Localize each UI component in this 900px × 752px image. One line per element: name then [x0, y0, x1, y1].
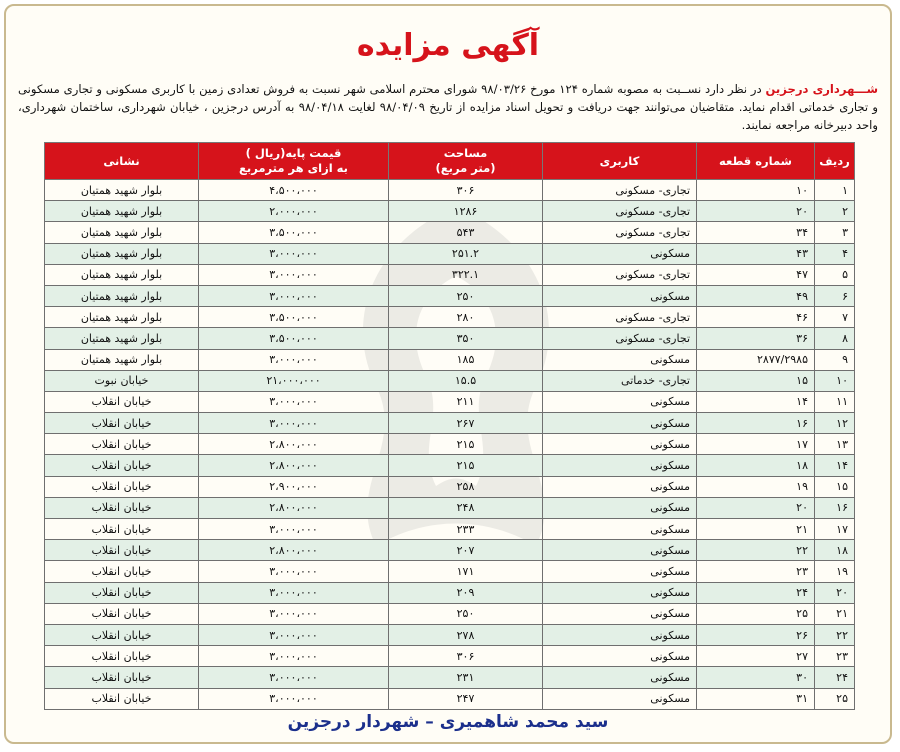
cell-lot-number: ۳۰ [697, 667, 815, 688]
cell-base-price: ۳،۵۰۰،۰۰۰ [199, 307, 389, 328]
cell-row-number: ۱۳ [815, 434, 855, 455]
header-price-line1: قیمت پایه(ریال ) [245, 146, 342, 160]
cell-address: خیابان انقلاب [45, 624, 199, 645]
cell-area: ۱۵.۵ [389, 370, 543, 391]
cell-land-use: مسکونی [543, 391, 697, 412]
cell-land-use: تجاری- مسکونی [543, 264, 697, 285]
cell-row-number: ۱۶ [815, 497, 855, 518]
cell-lot-number: ۴۳ [697, 243, 815, 264]
cell-lot-number: ۲۸۷۷/۲۹۸۵ [697, 349, 815, 370]
cell-area: ۲۵۱.۲ [389, 243, 543, 264]
cell-area: ۱۸۵ [389, 349, 543, 370]
table-row [45, 624, 855, 645]
notice-frame [4, 4, 892, 744]
cell-land-use: مسکونی [543, 540, 697, 561]
table-row [45, 582, 855, 603]
table-row [45, 476, 855, 497]
table-row [45, 391, 855, 412]
table-row [45, 561, 855, 582]
cell-row-number: ۲۵ [815, 688, 855, 709]
cell-base-price: ۳،۰۰۰،۰۰۰ [199, 646, 389, 667]
header-address: نشانی [45, 143, 199, 180]
cell-base-price: ۴،۵۰۰،۰۰۰ [199, 180, 389, 201]
cell-address: خیابان نبوت [45, 370, 199, 391]
cell-base-price: ۳،۰۰۰،۰۰۰ [199, 624, 389, 645]
cell-row-number: ۱۲ [815, 413, 855, 434]
cell-area: ۲۶۷ [389, 413, 543, 434]
cell-lot-number: ۱۹ [697, 476, 815, 497]
cell-lot-number: ۲۰ [697, 497, 815, 518]
cell-land-use: مسکونی [543, 561, 697, 582]
cell-row-number: ۴ [815, 243, 855, 264]
table-row [45, 243, 855, 264]
header-area-line2: (متر مربع) [435, 161, 496, 175]
table-row [45, 201, 855, 222]
cell-base-price: ۳،۰۰۰،۰۰۰ [199, 349, 389, 370]
table-row [45, 285, 855, 306]
cell-area: ۲۵۸ [389, 476, 543, 497]
cell-base-price: ۲۱،۰۰۰،۰۰۰ [199, 370, 389, 391]
cell-base-price: ۳،۰۰۰،۰۰۰ [199, 561, 389, 582]
cell-lot-number: ۲۷ [697, 646, 815, 667]
cell-row-number: ۸ [815, 328, 855, 349]
cell-lot-number: ۲۳ [697, 561, 815, 582]
cell-base-price: ۳،۵۰۰،۰۰۰ [199, 222, 389, 243]
cell-base-price: ۳،۰۰۰،۰۰۰ [199, 285, 389, 306]
cell-address: خیابان انقلاب [45, 391, 199, 412]
table-row [45, 646, 855, 667]
cell-row-number: ۲ [815, 201, 855, 222]
cell-land-use: مسکونی [543, 476, 697, 497]
cell-land-use: مسکونی [543, 603, 697, 624]
cell-lot-number: ۱۸ [697, 455, 815, 476]
cell-lot-number: ۴۷ [697, 264, 815, 285]
cell-area: ۲۵۰ [389, 285, 543, 306]
cell-address: خیابان انقلاب [45, 434, 199, 455]
cell-land-use: تجاری- مسکونی [543, 180, 697, 201]
cell-base-price: ۲،۸۰۰،۰۰۰ [199, 540, 389, 561]
cell-land-use: تجاری- مسکونی [543, 201, 697, 222]
cell-address: خیابان انقلاب [45, 476, 199, 497]
cell-area: ۲۴۷ [389, 688, 543, 709]
cell-row-number: ۱۴ [815, 455, 855, 476]
cell-land-use: مسکونی [543, 413, 697, 434]
cell-address: بلوار شهید همتیان [45, 222, 199, 243]
cell-base-price: ۲،۰۰۰،۰۰۰ [199, 201, 389, 222]
cell-lot-number: ۲۲ [697, 540, 815, 561]
cell-land-use: مسکونی [543, 667, 697, 688]
cell-row-number: ۲۴ [815, 667, 855, 688]
cell-base-price: ۳،۰۰۰،۰۰۰ [199, 519, 389, 540]
cell-area: ۲۳۳ [389, 519, 543, 540]
cell-area: ۲۱۱ [389, 391, 543, 412]
cell-area: ۲۴۸ [389, 497, 543, 518]
header-lot-number: شماره قطعه [697, 143, 815, 180]
cell-address: خیابان انقلاب [45, 455, 199, 476]
cell-row-number: ۲۲ [815, 624, 855, 645]
cell-row-number: ۱۸ [815, 540, 855, 561]
table-header-row [45, 143, 855, 180]
cell-area: ۱۷۱ [389, 561, 543, 582]
cell-lot-number: ۴۶ [697, 307, 815, 328]
cell-base-price: ۲،۹۰۰،۰۰۰ [199, 476, 389, 497]
cell-base-price: ۳،۰۰۰،۰۰۰ [199, 667, 389, 688]
cell-row-number: ۱۵ [815, 476, 855, 497]
intro-paragraph [18, 80, 878, 134]
cell-row-number: ۳ [815, 222, 855, 243]
cell-land-use: تجاری- مسکونی [543, 328, 697, 349]
cell-address: خیابان انقلاب [45, 582, 199, 603]
cell-area: ۲۱۵ [389, 455, 543, 476]
cell-lot-number: ۱۶ [697, 413, 815, 434]
cell-address: بلوار شهید همتیان [45, 349, 199, 370]
cell-lot-number: ۳۱ [697, 688, 815, 709]
cell-base-price: ۲،۸۰۰،۰۰۰ [199, 455, 389, 476]
cell-address: خیابان انقلاب [45, 688, 199, 709]
cell-land-use: مسکونی [543, 497, 697, 518]
cell-land-use: مسکونی [543, 243, 697, 264]
cell-land-use: تجاری- مسکونی [543, 222, 697, 243]
cell-land-use: مسکونی [543, 688, 697, 709]
cell-land-use: مسکونی [543, 519, 697, 540]
intro-text: در نظر دارد نســبت به مصوبه شماره ۱۲۴ مورخ ۹۸/۰۳/۲۶ شورای محترم اسلامی شهر نسبت به فروش تعدادی زمین با کاربری مسکونی و تجاری مسکونی و تجاری خدماتی اقدام نماید. متقاضیان می‌توانند جهت دریافت و تحویل اسناد مزایده از تاریخ ۹۸/۰۴/۰۹ لغایت ۹۸/۰۴/۱۸ به آدرس درجزین ، خیابان شهرداری، ساختمان شهرداری، واحد دبیرخانه مراجعه نمایند. [18, 82, 879, 132]
cell-row-number: ۱۹ [815, 561, 855, 582]
cell-area: ۲۰۷ [389, 540, 543, 561]
cell-base-price: ۳،۰۰۰،۰۰۰ [199, 688, 389, 709]
cell-lot-number: ۲۶ [697, 624, 815, 645]
municipality-name: شـــهرداری درجزین [765, 82, 879, 96]
cell-row-number: ۲۰ [815, 582, 855, 603]
cell-row-number: ۶ [815, 285, 855, 306]
cell-base-price: ۳،۰۰۰،۰۰۰ [199, 413, 389, 434]
cell-address: بلوار شهید همتیان [45, 307, 199, 328]
cell-land-use: مسکونی [543, 624, 697, 645]
cell-land-use: مسکونی [543, 285, 697, 306]
cell-land-use: تجاری- خدماتی [543, 370, 697, 391]
table-row [45, 222, 855, 243]
table-row [45, 667, 855, 688]
table-row [45, 603, 855, 624]
cell-address: خیابان انقلاب [45, 519, 199, 540]
cell-address: بلوار شهید همتیان [45, 243, 199, 264]
cell-lot-number: ۲۵ [697, 603, 815, 624]
header-land-use: کاربری [543, 143, 697, 180]
cell-row-number: ۱۷ [815, 519, 855, 540]
cell-lot-number: ۲۱ [697, 519, 815, 540]
table-row [45, 349, 855, 370]
notice-title: آگهی مزایده [356, 28, 540, 63]
cell-land-use: مسکونی [543, 349, 697, 370]
cell-address: خیابان انقلاب [45, 561, 199, 582]
cell-area: ۲۸۰ [389, 307, 543, 328]
cell-area: ۲۱۵ [389, 434, 543, 455]
cell-land-use: مسکونی [543, 646, 697, 667]
cell-area: ۲۵۰ [389, 603, 543, 624]
cell-land-use: مسکونی [543, 582, 697, 603]
cell-row-number: ۷ [815, 307, 855, 328]
cell-lot-number: ۲۴ [697, 582, 815, 603]
auction-table [44, 142, 855, 710]
cell-address: خیابان انقلاب [45, 603, 199, 624]
signature-line: سید محمد شاهمیری – شهردار درجزین [287, 712, 609, 732]
cell-row-number: ۹ [815, 349, 855, 370]
table-row [45, 540, 855, 561]
table-row [45, 688, 855, 709]
cell-row-number: ۲۱ [815, 603, 855, 624]
cell-lot-number: ۴۹ [697, 285, 815, 306]
table-row [45, 328, 855, 349]
header-row-number: ردیف [815, 143, 855, 180]
cell-base-price: ۳،۰۰۰،۰۰۰ [199, 603, 389, 624]
cell-address: خیابان انقلاب [45, 667, 199, 688]
cell-address: خیابان انقلاب [45, 497, 199, 518]
cell-area: ۵۴۳ [389, 222, 543, 243]
cell-area: ۳۵۰ [389, 328, 543, 349]
cell-address: بلوار شهید همتیان [45, 264, 199, 285]
table-row [45, 264, 855, 285]
table-row [45, 434, 855, 455]
cell-row-number: ۲۳ [815, 646, 855, 667]
cell-base-price: ۳،۵۰۰،۰۰۰ [199, 328, 389, 349]
table-row [45, 180, 855, 201]
cell-lot-number: ۱۰ [697, 180, 815, 201]
table-row [45, 455, 855, 476]
cell-area: ۱۲۸۶ [389, 201, 543, 222]
cell-row-number: ۱۱ [815, 391, 855, 412]
cell-area: ۳۰۶ [389, 180, 543, 201]
cell-address: خیابان انقلاب [45, 540, 199, 561]
table-row [45, 413, 855, 434]
cell-area: ۲۰۹ [389, 582, 543, 603]
cell-lot-number: ۲۰ [697, 201, 815, 222]
cell-lot-number: ۱۵ [697, 370, 815, 391]
header-base-price [199, 143, 389, 180]
table-row [45, 497, 855, 518]
cell-row-number: ۱ [815, 180, 855, 201]
cell-base-price: ۲،۸۰۰،۰۰۰ [199, 434, 389, 455]
cell-base-price: ۲،۸۰۰،۰۰۰ [199, 497, 389, 518]
cell-lot-number: ۳۶ [697, 328, 815, 349]
header-price-line2: به ازای هر مترمربع [239, 161, 348, 175]
cell-area: ۲۷۸ [389, 624, 543, 645]
table-row [45, 370, 855, 391]
header-area-line1: مساحت [443, 146, 488, 160]
table-row [45, 519, 855, 540]
cell-base-price: ۳،۰۰۰،۰۰۰ [199, 264, 389, 285]
header-area [389, 143, 543, 180]
cell-area: ۳۲۲.۱ [389, 264, 543, 285]
table-row [45, 307, 855, 328]
cell-lot-number: ۱۷ [697, 434, 815, 455]
cell-row-number: ۵ [815, 264, 855, 285]
cell-base-price: ۳،۰۰۰،۰۰۰ [199, 582, 389, 603]
cell-address: بلوار شهید همتیان [45, 285, 199, 306]
cell-lot-number: ۱۴ [697, 391, 815, 412]
cell-address: بلوار شهید همتیان [45, 328, 199, 349]
cell-land-use: مسکونی [543, 434, 697, 455]
cell-land-use: تجاری- مسکونی [543, 307, 697, 328]
cell-area: ۲۳۱ [389, 667, 543, 688]
cell-area: ۳۰۶ [389, 646, 543, 667]
cell-base-price: ۳،۰۰۰،۰۰۰ [199, 243, 389, 264]
cell-address: خیابان انقلاب [45, 413, 199, 434]
cell-address: بلوار شهید همتیان [45, 180, 199, 201]
cell-address: خیابان انقلاب [45, 646, 199, 667]
cell-lot-number: ۳۴ [697, 222, 815, 243]
cell-row-number: ۱۰ [815, 370, 855, 391]
cell-base-price: ۳،۰۰۰،۰۰۰ [199, 391, 389, 412]
cell-address: بلوار شهید همتیان [45, 201, 199, 222]
cell-land-use: مسکونی [543, 455, 697, 476]
